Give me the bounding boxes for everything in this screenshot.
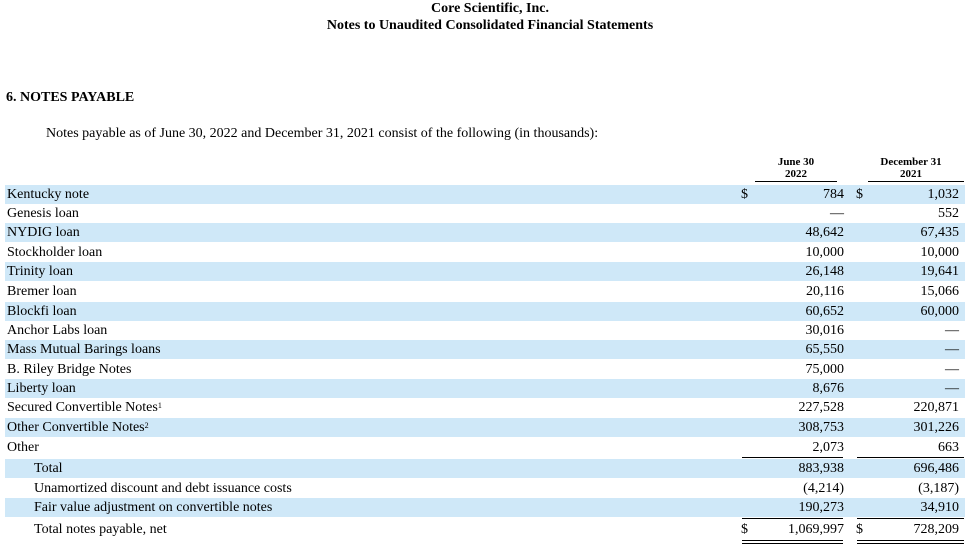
footnote-marker: 1	[157, 401, 162, 410]
row-label	[7, 419, 149, 436]
value-december-2021: 15,066	[920, 284, 959, 299]
subtotal-rule	[742, 457, 843, 458]
value-december-2021: (3,187)	[918, 481, 959, 496]
table-row-trinity-loan	[5, 262, 965, 281]
value-december-2021: 34,910	[920, 500, 959, 515]
row-label: B. Riley Bridge Notes	[7, 362, 132, 377]
value-december-2021: 728,209	[913, 522, 959, 537]
table-row-total-notes-payable-net	[5, 520, 965, 539]
value-june-2022: 10,000	[805, 245, 844, 260]
value-december-2021: —	[945, 323, 959, 338]
column-header-rule	[868, 181, 964, 182]
value-june-2022: 20,116	[806, 284, 844, 299]
row-label: Bremer loan	[7, 284, 77, 299]
table-row-mass-mutual-barings-loans	[5, 340, 965, 359]
row-label: Liberty loan	[7, 381, 76, 396]
intro-text: Notes payable as of June 30, 2022 and December 31, 2021 consist of the following (in thousands):	[46, 126, 599, 141]
column-header-june-2022	[755, 156, 837, 180]
table-row-genesis-loan	[5, 204, 965, 223]
table-row-unamortized-discount	[5, 479, 965, 498]
value-december-2021: 301,226	[913, 420, 959, 435]
table-row-liberty-loan	[5, 379, 965, 398]
footnote-marker: 2	[144, 421, 149, 430]
row-label: Unamortized discount and debt issuance costs	[34, 481, 292, 496]
value-june-2022: 784	[823, 187, 844, 202]
table-row-blockfi-loan	[5, 302, 965, 321]
row-label: Mass Mutual Barings loans	[7, 342, 161, 357]
value-june-2022: (4,214)	[803, 481, 844, 496]
table-row-other	[5, 438, 965, 457]
value-december-2021: 696,486	[913, 461, 959, 476]
row-label: Kentucky note	[7, 187, 90, 202]
table-row-fair-value-adjustment	[5, 498, 965, 517]
subtotal-rule	[857, 457, 964, 458]
table-row-nydig-loan	[5, 223, 965, 242]
value-december-2021: —	[945, 362, 959, 377]
row-label: Fair value adjustment on convertible notes	[34, 500, 273, 515]
currency-symbol: $	[856, 522, 863, 537]
table-row-bremer-loan	[5, 282, 965, 301]
table-row-secured-convertible-notes	[5, 398, 965, 417]
value-december-2021: 663	[938, 440, 959, 455]
row-label: Anchor Labs loan	[7, 323, 108, 338]
row-label	[7, 399, 162, 416]
value-december-2021: —	[945, 381, 959, 396]
table-row-other-convertible-notes	[5, 418, 965, 437]
value-june-2022: 308,753	[798, 420, 844, 435]
value-december-2021: 10,000	[920, 245, 959, 260]
value-june-2022: 30,016	[805, 323, 844, 338]
grand-total-double-rule	[857, 540, 964, 544]
section-title: 6. NOTES PAYABLE	[6, 90, 135, 105]
value-june-2022: 48,642	[805, 225, 844, 240]
column-header-line: 2021	[900, 168, 922, 180]
company-name: Core Scientific, Inc.	[431, 1, 549, 16]
value-june-2022: 60,652	[805, 304, 844, 319]
value-december-2021: 19,641	[920, 264, 959, 279]
value-june-2022: 65,550	[805, 342, 844, 357]
value-june-2022: 1,069,997	[788, 522, 844, 537]
value-december-2021: 552	[938, 206, 959, 221]
table-row-kentucky-note	[5, 185, 965, 204]
row-label-text: Secured Convertible Notes	[7, 400, 158, 415]
column-header-line: 2022	[785, 168, 807, 180]
subtotal-rule	[742, 518, 843, 519]
currency-symbol: $	[741, 522, 748, 537]
currency-symbol: $	[741, 187, 748, 202]
value-june-2022: 75,000	[805, 362, 844, 377]
row-label: Stockholder loan	[7, 245, 103, 260]
subtotal-rule	[857, 518, 964, 519]
value-june-2022: 26,148	[805, 264, 844, 279]
table-row-stockholder-loan	[5, 243, 965, 262]
value-june-2022: 227,528	[798, 400, 844, 415]
row-label: Genesis loan	[7, 206, 79, 221]
value-june-2022: 883,938	[798, 461, 844, 476]
row-label-text: Other Convertible Notes	[7, 420, 145, 435]
row-label: Other	[7, 440, 39, 455]
row-label: Total notes payable, net	[34, 522, 167, 537]
value-june-2022: 190,273	[798, 500, 844, 515]
value-december-2021: 1,032	[927, 187, 959, 202]
value-december-2021: 220,871	[913, 400, 959, 415]
value-december-2021: 67,435	[920, 225, 959, 240]
grand-total-double-rule	[742, 540, 843, 544]
value-december-2021: —	[945, 342, 959, 357]
document-subtitle: Notes to Unaudited Consolidated Financial Statements	[326, 18, 654, 33]
value-december-2021: 60,000	[920, 304, 959, 319]
row-label: Total	[34, 461, 63, 476]
row-label: Trinity loan	[7, 264, 73, 279]
column-header-rule	[755, 181, 837, 182]
table-row-total	[5, 459, 965, 478]
value-june-2022: 8,676	[812, 381, 844, 396]
row-label: NYDIG loan	[7, 225, 80, 240]
value-june-2022: —	[830, 206, 844, 221]
value-june-2022: 2,073	[812, 440, 844, 455]
table-row-anchor-labs-loan	[5, 321, 965, 340]
currency-symbol: $	[856, 187, 863, 202]
table-row-b-riley-bridge-notes	[5, 360, 965, 379]
column-header-line: December 31	[880, 156, 942, 168]
row-label: Blockfi loan	[7, 304, 77, 319]
column-header-line: June 30	[777, 156, 815, 168]
column-header-december-2021	[868, 156, 954, 180]
